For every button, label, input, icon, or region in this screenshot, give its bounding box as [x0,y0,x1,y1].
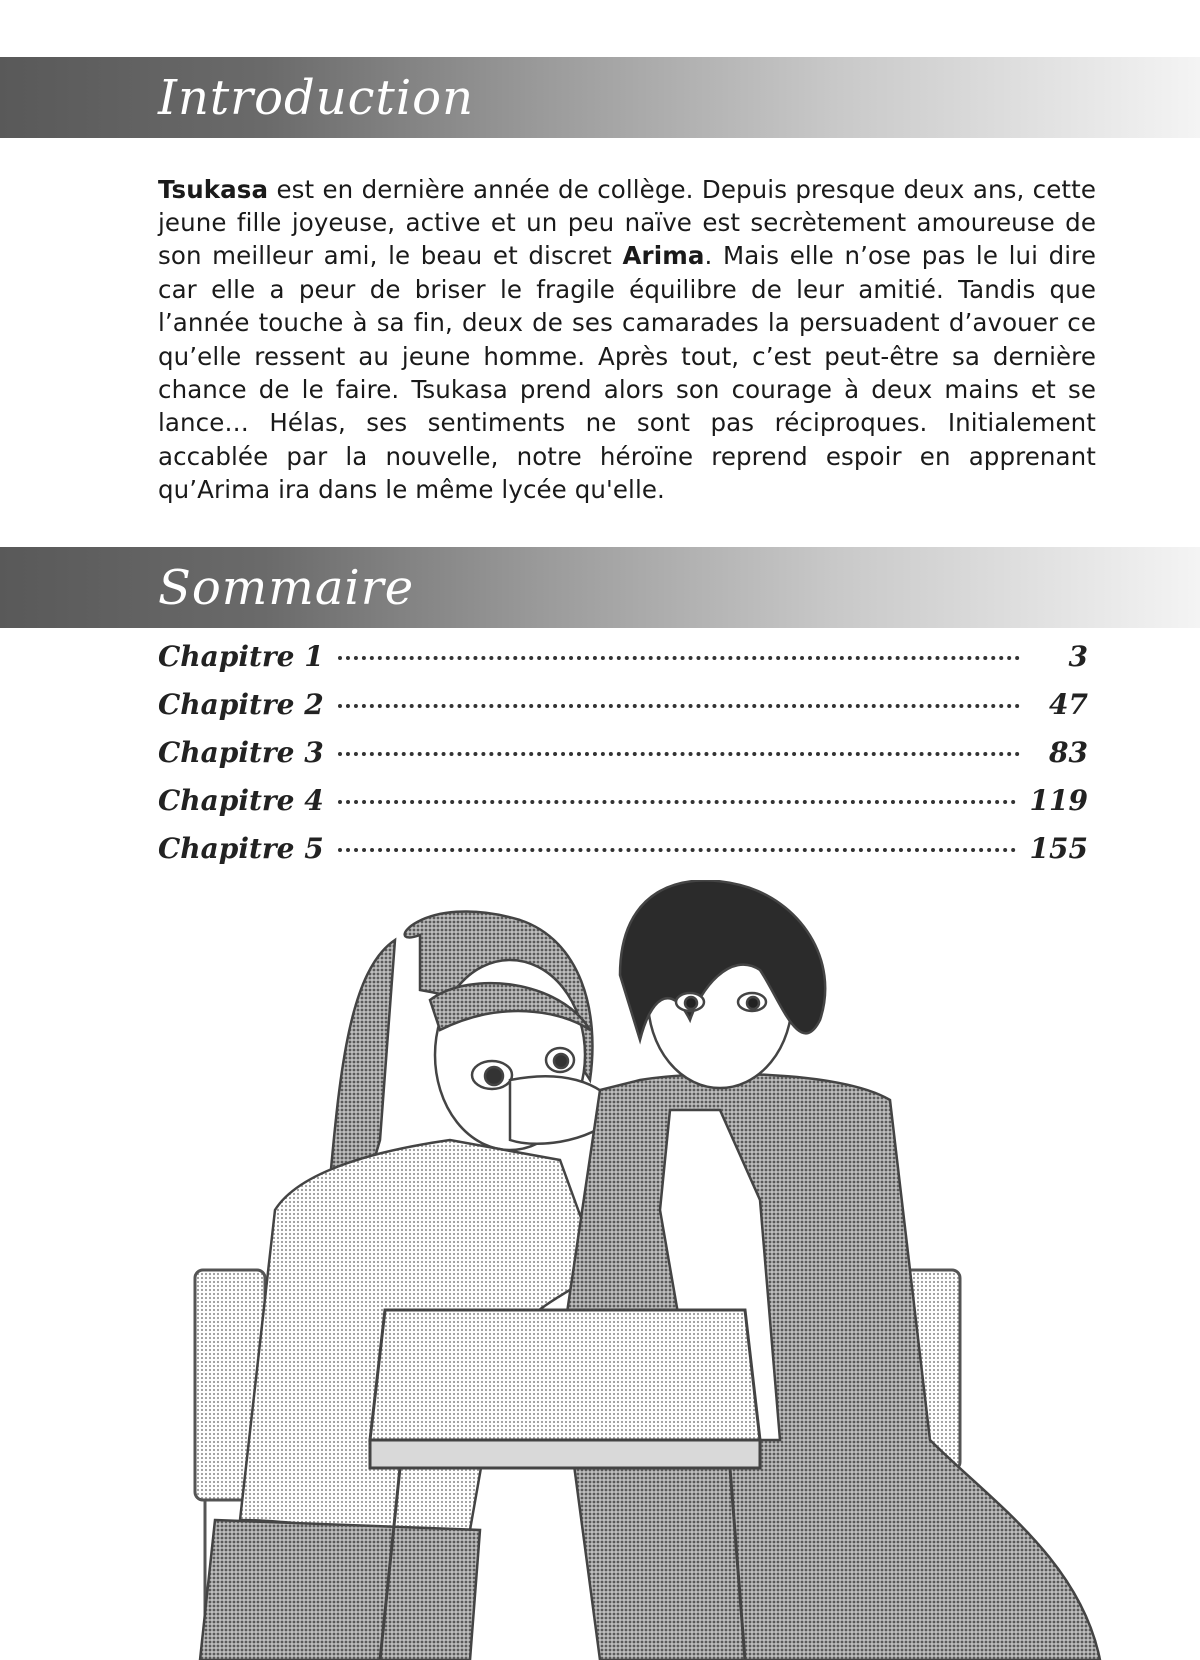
summary-banner [0,547,1200,628]
chapter-page-number: 83 [1049,736,1088,769]
chapter-label: Chapitre 2 [158,688,324,721]
chapter-label: Chapitre 1 [158,640,324,673]
manga-illustration [0,880,1200,1660]
character-name: Arima [622,241,705,271]
table-of-contents [158,640,1088,880]
chapter-label: Chapitre 5 [158,832,324,865]
dot-leader [338,848,1016,852]
character-name: Tsukasa [158,174,269,204]
toc-entry [158,832,1088,880]
paragraph-text: . Mais elle n’ose pas le lui dire car elle a peur de briser le fragile équilibre de leur amitié. Tandis que l’année touche à sa fin, deux de ses camarades la persuadent d’avouer ce qu’elle ressent au jeune homme. Après tout, c’est peut-être sa dernière chance de le faire. Tsukasa prend alors son courage à deux mains et se lance… Hélas, ses sentiments ne sont pas réciproques. Initialement accablée par la nouvelle, notre héroïne reprend espoir en apprenant qu’Arima ira dans le même lycée qu'elle. [158,241,1096,505]
introduction-banner [0,57,1200,138]
introduction-paragraph [158,173,1096,507]
boy-figure [560,880,1100,1660]
dot-leader [338,800,1016,804]
chapter-label: Chapitre 3 [158,736,324,769]
chapter-page-number: 119 [1029,784,1088,817]
summary-heading: Sommaire [158,560,415,616]
paragraph-text: est en dernière année de collège. Depuis presque deux ans, cette jeune fille joyeuse, active et un peu naïve est secrètement amoureuse de son meilleur ami, le beau et discret [158,174,1096,271]
toc-entry [158,640,1088,688]
dot-leader [338,656,1020,660]
toc-entry [158,688,1088,736]
introduction-heading: Introduction [158,70,474,126]
toc-entry [158,736,1088,784]
chapter-label: Chapitre 4 [158,784,324,817]
dot-leader [338,752,1020,756]
chapter-page-number: 155 [1029,832,1088,865]
toc-entry [158,784,1088,832]
chapter-page-number: 47 [1049,688,1088,721]
chapter-page-number: 3 [1068,640,1088,673]
dot-leader [338,704,1020,708]
